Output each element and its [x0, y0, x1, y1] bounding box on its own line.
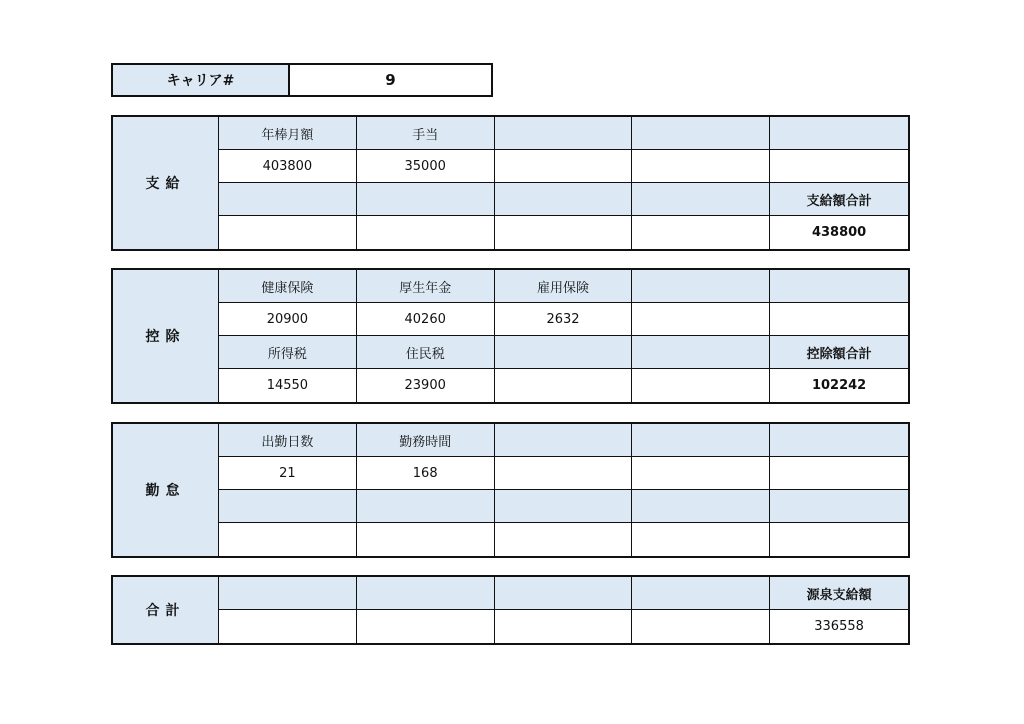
header-cell [495, 183, 633, 216]
value-cell: 102242 [811, 378, 867, 393]
value-cell [770, 150, 908, 183]
value-cell [495, 150, 633, 183]
header-cell [632, 336, 770, 369]
section-title: 合計 [113, 577, 219, 643]
header-cell: 控除額合計 [770, 336, 908, 369]
value-cell [495, 523, 633, 556]
value-cell [632, 457, 770, 490]
value-cell [495, 610, 633, 643]
header-cell: 支給額合計 [770, 183, 908, 216]
header-cell [357, 183, 495, 216]
value-cell [495, 457, 633, 490]
header-cell [632, 424, 770, 457]
value-cell: 21 [219, 457, 357, 490]
section-grid [219, 270, 908, 402]
header-cell [495, 424, 633, 457]
section-total [111, 575, 910, 645]
header-cell [632, 270, 770, 303]
header-cell: 住民税 [357, 336, 495, 369]
value-cell [495, 369, 633, 402]
header-cell: 出勤日数 [219, 424, 357, 457]
value-cell [632, 150, 770, 183]
value-cell [632, 523, 770, 556]
header-cell [357, 577, 495, 610]
value-cell [632, 303, 770, 336]
header-cell [495, 577, 633, 610]
value-cell [770, 523, 908, 556]
value-cell [357, 610, 495, 643]
header-cell [632, 577, 770, 610]
header-cell [770, 117, 908, 150]
value-cell [632, 610, 770, 643]
value-cell [219, 216, 357, 249]
header-cell: 所得税 [219, 336, 357, 369]
value-cell [632, 369, 770, 402]
header-cell: 厚生年金 [357, 270, 495, 303]
header-cell [495, 117, 633, 150]
section-title: 支給 [113, 117, 219, 249]
section-grid [219, 117, 908, 249]
section-grid [219, 577, 908, 643]
section-title: 勤怠 [113, 424, 219, 556]
value-cell: 40260 [357, 303, 495, 336]
value-cell: 20900 [219, 303, 357, 336]
header-cell: 健康保険 [219, 270, 357, 303]
value-cell: 35000 [357, 150, 495, 183]
section-deduction [111, 268, 910, 404]
career-id-box [111, 63, 493, 97]
header-cell [495, 490, 633, 523]
header-cell [770, 270, 908, 303]
value-cell [770, 303, 908, 336]
value-cell [219, 523, 357, 556]
section-grid [219, 424, 908, 556]
value-cell: 23900 [357, 369, 495, 402]
header-cell: 勤務時間 [357, 424, 495, 457]
value-cell [357, 523, 495, 556]
header-cell: 源泉支給額 [770, 577, 908, 610]
header-cell [219, 490, 357, 523]
header-cell [357, 490, 495, 523]
career-id-value: 9 [385, 71, 396, 89]
value-cell [495, 216, 633, 249]
header-cell [770, 490, 908, 523]
header-cell [770, 424, 908, 457]
header-cell [632, 117, 770, 150]
value-cell: 168 [357, 457, 495, 490]
value-cell: 438800 [811, 225, 867, 240]
value-cell: 336558 [814, 619, 864, 634]
header-cell: 手当 [357, 117, 495, 150]
header-cell: 雇用保険 [495, 270, 633, 303]
header-cell: 年棒月額 [219, 117, 357, 150]
value-cell [632, 216, 770, 249]
section-title: 控除 [113, 270, 219, 402]
value-cell: 14550 [219, 369, 357, 402]
header-cell [219, 183, 357, 216]
header-cell [219, 577, 357, 610]
header-cell [495, 336, 633, 369]
value-cell [357, 216, 495, 249]
value-cell [770, 457, 908, 490]
section-pay [111, 115, 910, 251]
value-cell: 2632 [495, 303, 633, 336]
header-cell [632, 490, 770, 523]
section-attendance [111, 422, 910, 558]
value-cell [219, 610, 357, 643]
header-cell [632, 183, 770, 216]
value-cell: 403800 [219, 150, 357, 183]
career-id-label: キャリア# [113, 65, 290, 95]
